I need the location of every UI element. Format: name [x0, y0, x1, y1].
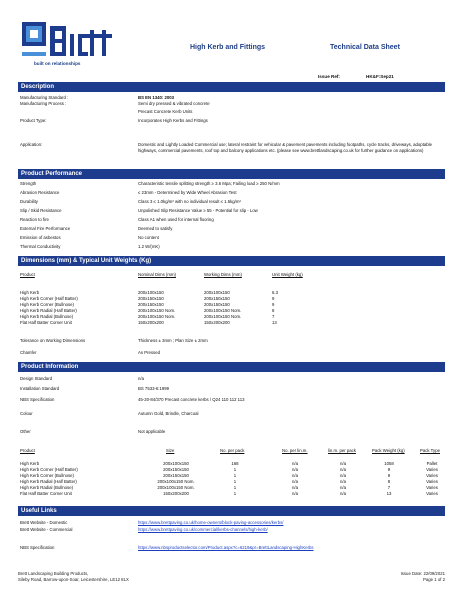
pack-product: High Kerb: [20, 461, 40, 466]
pack-type: Varies: [426, 479, 438, 484]
dim-product: High Kerb Radial (Bullnose): [20, 314, 74, 319]
commercial-link[interactable]: https://www.brettpaving.co.uk/commercial/kerbs-channels/high-kerb/: [138, 527, 268, 532]
pack-per-lin: n/a: [292, 473, 298, 478]
pack-lin-per-pack: n/a: [340, 473, 346, 478]
manufacturing-standard-label: Manufacturing Standard :: [20, 95, 69, 100]
dim-nominal: 200x150x150: [138, 296, 164, 301]
nbs-spec-value: 45-20-84/370 Precast concrete kerbs / Q24 110 112 113: [138, 397, 245, 402]
section-performance: [18, 169, 445, 179]
pack-per-lin: n/a: [292, 491, 298, 496]
pack-lin-per-pack: n/a: [340, 467, 346, 472]
other-value: Not applicable: [138, 429, 166, 434]
nbs-link[interactable]: https://www.nbsproductselector.com/Product.aspx?c=6219&pr=BrettLandscaping-HighKerbs: [138, 545, 314, 550]
application-value: Domestic and Lightly Loaded Commercial use; lateral restraint for vehicular & pavement pavements including footpaths, cycle tracks, driveways, adoptable highways, commercial pavements, roof top and balcony applications etc. (please see www.brettlandscaping.co.uk for further guidance on applications): [138, 142, 433, 153]
perf-value: Class 3 ≤ 1.0kg/m² with no individual result ≤ 1.5kg/m²: [138, 199, 241, 204]
pack-per-pack: 1: [233, 485, 237, 490]
perf-label: Strength: [20, 181, 37, 186]
pack-per-pack: 1: [233, 479, 237, 484]
dim-working: 200x100x150 Nom.: [204, 314, 242, 319]
pack-lin-per-pack: n/a: [340, 479, 346, 484]
brett-logo-mark: [22, 22, 132, 62]
pack-header-product: Product: [20, 448, 35, 453]
perf-value: Characteristic tensile splitting strength ≥ 3.6 Mpa; Failing load ≥ 250 N/mm: [138, 181, 280, 186]
nbs-link-label: NBS Specification: [20, 545, 55, 550]
product-type-value: Incorporates High Kerbs and Fittings: [138, 118, 208, 123]
section-heading: Product Information: [21, 363, 79, 370]
pack-header-size: Size: [166, 448, 175, 453]
pack-header-lin-per-pack: lin.m. per pack: [328, 448, 356, 453]
pack-product: High Kerb Radial (Half Batter): [20, 479, 77, 484]
pack-per-pack: 1: [233, 473, 237, 478]
pack-product: High Kerb Corner (Half Batter): [20, 467, 78, 472]
product-type-label: Product Type:: [20, 118, 47, 123]
pack-per-pack: 168: [231, 461, 239, 466]
dim-working: 200x150x150: [204, 296, 230, 301]
dim-product: High Kerb: [20, 290, 40, 295]
other-label: Other: [20, 429, 31, 434]
pack-product: High Kerb Corner (Bullnose): [20, 473, 74, 478]
tolerance-label: Tolerance on Working Dimensions: [20, 338, 86, 343]
dim-weight: 9: [272, 296, 275, 301]
domestic-link-label: Brett Website - Domestic: [20, 520, 68, 525]
dim-working: 200x150x150: [204, 302, 230, 307]
pack-per-lin: n/a: [292, 479, 298, 484]
design-standard-label: Design Standard: [20, 376, 53, 381]
pack-per-lin: n/a: [292, 467, 298, 472]
pack-lin-per-pack: n/a: [340, 485, 346, 490]
pack-weight: 1058: [384, 461, 394, 466]
pack-header-per-pack: No. per pack: [220, 448, 245, 453]
perf-label: External Fire Performance: [20, 226, 71, 231]
pack-size: 200x150x150: [163, 473, 189, 478]
pack-size: 200x150x150: [163, 467, 189, 472]
perf-value: Unpolished Slip Resistance Value ≥ 55 - Potential for slip - Low: [138, 208, 258, 213]
dim-working: 200x100x150: [204, 290, 230, 295]
dim-weight: 6.3: [272, 290, 278, 295]
section-heading: Product Performance: [21, 170, 83, 177]
document-type: Technical Data Sheet: [330, 44, 400, 51]
dim-working: 200x100x150 Nom.: [204, 308, 242, 313]
pack-weight: 8: [387, 479, 391, 484]
dim-nominal: 200x100x150 Nom.: [138, 308, 176, 313]
dim-nominal: 150x200x200: [138, 320, 164, 325]
dim-weight: 9: [272, 302, 275, 307]
pack-size: 150x200x200: [163, 491, 189, 496]
manufacturing-standard-value: BS EN 1340: 2003: [138, 95, 175, 100]
pack-type: Varies: [426, 473, 438, 478]
pack-per-lin: n/a: [292, 485, 298, 490]
pack-type: Varies: [426, 491, 438, 496]
section-links: [18, 506, 445, 516]
application-label: Application:: [20, 142, 43, 147]
perf-label: Slip / Skid Resistance: [20, 208, 62, 213]
footer-issue-date: Issue Date: 22/09/2021: [400, 571, 445, 576]
chamfer-label: Chamfer: [20, 350, 37, 355]
nbs-spec-label: NBS Specification: [20, 397, 55, 402]
pack-weight: 13: [386, 491, 392, 496]
section-heading: Useful Links: [21, 507, 57, 514]
dim-weight: 8: [272, 308, 275, 313]
perf-value: ≤ 23mm - Determined by Wide Wheel Abrasion Test: [138, 190, 237, 195]
pack-header-weight: Pack Weight (kg): [372, 448, 405, 453]
section-description: [18, 82, 445, 92]
colour-label: Colour: [20, 411, 33, 416]
dim-nominal: 200x150x150: [138, 302, 164, 307]
dim-header-product: Product: [20, 272, 35, 277]
installation-standard-value: BS 7533-6:1999: [138, 386, 170, 391]
perf-value: Deemed to satisfy: [138, 226, 173, 231]
pack-type: Varies: [426, 467, 438, 472]
perf-label: Thermal Conductivity: [20, 244, 61, 249]
dim-nominal: 200x100x150 Nom.: [138, 314, 176, 319]
tolerance-value: Thickness ± 3mm ; Plan Size ± 2mm: [138, 338, 208, 343]
pack-weight: 7: [387, 485, 391, 490]
section-information: [18, 362, 445, 372]
commercial-link-label: Brett Website - Commercial: [20, 527, 73, 532]
pack-product: Flat Half Batter Corner Unit: [20, 491, 72, 496]
pack-lin-per-pack: n/a: [340, 461, 346, 466]
footer-address: Sileby Road, Barrow-upon-Soar, Leicestershire, LE12 8LX: [18, 577, 129, 582]
dim-product: High Kerb Radial (Half Batter): [20, 308, 77, 313]
dim-header-working: Working Dims (mm): [204, 272, 242, 277]
perf-value: No content: [138, 235, 159, 240]
pack-size: 200x100x150 Nom.: [157, 485, 195, 490]
pack-weight: 9: [387, 467, 391, 472]
manufacturing-process-label: Manufacturing Process :: [20, 101, 67, 106]
pack-size: 200x100x150: [163, 461, 189, 466]
dim-product: Flat Half Batter Corner Unit: [20, 320, 72, 325]
dim-product: High Kerb Corner (Bullnose): [20, 302, 74, 307]
pack-weight: 9: [387, 473, 391, 478]
design-standard-value: n/a: [138, 376, 144, 381]
section-heading: Description: [21, 83, 55, 90]
page-title: High Kerb and Fittings: [190, 44, 266, 51]
issue-ref-label: Issue Ref:: [318, 74, 340, 79]
process-detail: Precast Concrete Kerb Units: [138, 109, 193, 114]
footer-page-number: Page 1 of 2: [423, 577, 445, 582]
dim-weight: 13: [272, 320, 277, 325]
pack-type: Pallet: [426, 461, 438, 466]
colour-value: Autumn Gold, Brindle, Charcoal: [138, 411, 199, 416]
pack-header-per-lin: No. per lin.m.: [282, 448, 308, 453]
pack-header-type: Pack Type: [420, 448, 440, 453]
dim-header-nominal: Nominal Dims (mm): [138, 272, 176, 277]
perf-value: 1.2 W/(mK): [138, 244, 160, 249]
issue-ref-value: HK&F:Sep21: [366, 74, 394, 79]
domestic-link[interactable]: https://www.brettpaving.co.uk/home-owners/block-paving-accessories/kerbs/: [138, 520, 284, 525]
pack-product: High Kerb Radial (Bullnose): [20, 485, 74, 490]
dim-header-weight: Unit Weight (kg): [272, 272, 303, 277]
perf-label: Emission of asbestos: [20, 235, 61, 240]
tagline: built on relationships: [34, 61, 81, 66]
dim-nominal: 200x100x150: [138, 290, 164, 295]
perf-value: Class A1 when used for internal flooring: [138, 217, 214, 222]
pack-size: 200x100x150 Nom.: [157, 479, 195, 484]
section-dimensions: [18, 256, 445, 266]
chamfer-value: As Pressed: [138, 350, 160, 355]
dim-working: 150x200x200: [204, 320, 230, 325]
pack-lin-per-pack: n/a: [340, 491, 346, 496]
perf-label: Reaction to fire: [20, 217, 49, 222]
perf-label: Durability: [20, 199, 38, 204]
manufacturing-process-value: Semi dry pressed & vibrated concrete: [138, 101, 210, 106]
installation-standard-label: Installation Standard: [20, 386, 60, 391]
dim-product: High Kerb Corner (Half Batter): [20, 296, 78, 301]
pack-per-pack: 1: [233, 491, 237, 496]
section-heading: Dimensions (mm) & Typical Unit Weights (Kg): [21, 257, 152, 264]
dim-weight: 7: [272, 314, 275, 319]
pack-per-pack: 1: [233, 467, 237, 472]
footer-company: Brett Landscaping Building Products,: [18, 571, 89, 576]
pack-type: Varies: [426, 485, 438, 490]
pack-per-lin: n/a: [292, 461, 298, 466]
perf-label: Abrasion Resistance: [20, 190, 60, 195]
